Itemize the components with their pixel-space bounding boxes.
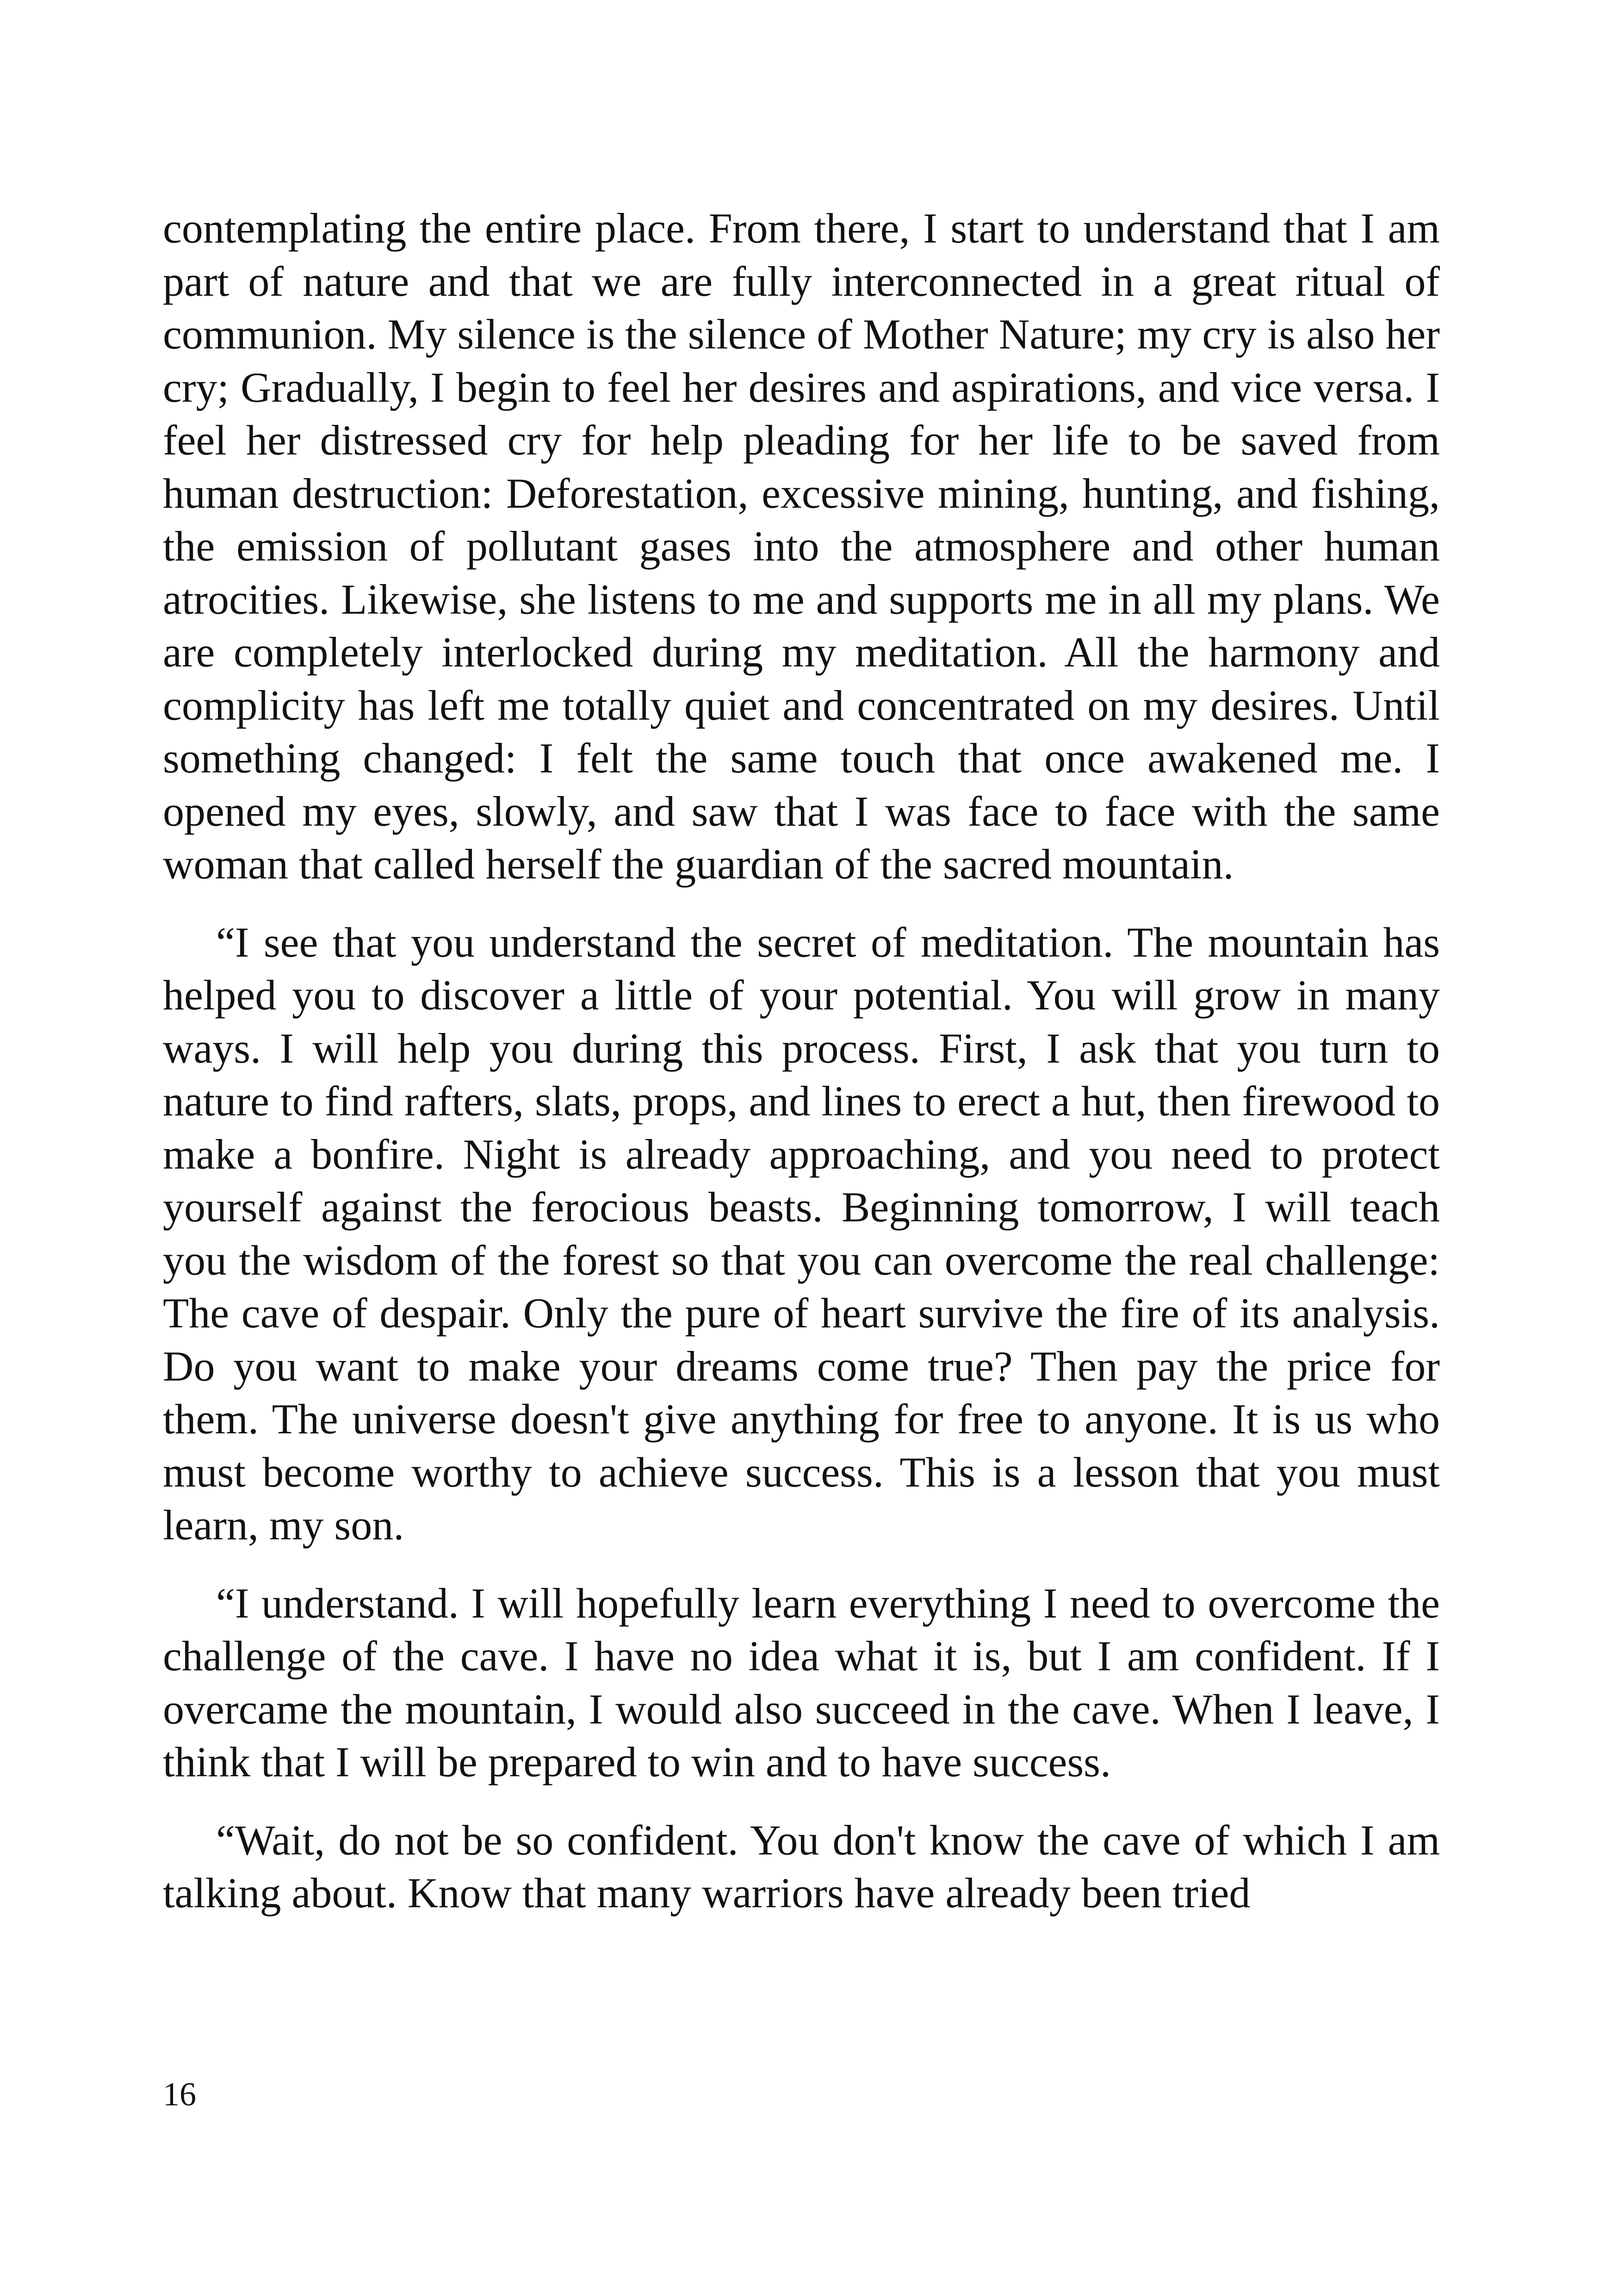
paragraph-4: “Wait, do not be so confident. You don't know the cave of which I am talking about. Know that many warriors have already been tried: [163, 1816, 1440, 1916]
body-text: [163, 202, 1440, 1920]
paragraph-2: “I see that you understand the secret of meditation. The mountain has helped you to discover a little of your potential. You will grow in many ways. I will help you during this process. First, I ask that you turn to nature to find rafters, slats, props, and lines to erect a hut, then firewood to make a bonfire. Night is already approaching, and you need to protect yourself against the ferocious beasts. Beginning tomorrow, I will teach you the wisdom of the forest so that you can overcome the real challenge: The cave of despair. Only the pure of heart survive the fire of its analysis. Do you want to make your dreams come true? Then pay the price for them. The universe doesn't give anything for free to anyone. It is us who must become worthy to achieve success. This is a lesson that you must learn, my son.: [163, 918, 1440, 1549]
page-number: 16: [163, 2076, 196, 2113]
paragraph-1: contemplating the entire place. From there, I start to understand that I am part of nature and that we are fully interconnected in a great ritual of communion. My silence is the silence of Mother Nature; my cry is also her cry; Gradually, I begin to feel her desires and aspirations, and vice versa. I feel her distressed cry for help pleading for her life to be saved from human destruction: Deforestation, excessive mining, hunting, and fishing, the emission of pollutant gases into the atmosphere and other human atrocities. Likewise, she listens to me and supports me in all my plans. We are completely interlocked during my meditation. All the harmony and complicity has left me totally quiet and concentrated on my desires. Until something changed: I felt the same touch that once awakened me. I opened my eyes, slowly, and saw that I was face to face with the same woman that called herself the guardian of the sacred mountain.: [163, 205, 1440, 888]
paragraph-3: “I understand. I will hopefully learn everything I need to overcome the challenge of the cave. I have no idea what it is, but I am confident. If I overcame the mountain, I would also succeed in the cave. When I leave, I think that I will be prepared to win and to have success.: [163, 1579, 1440, 1786]
